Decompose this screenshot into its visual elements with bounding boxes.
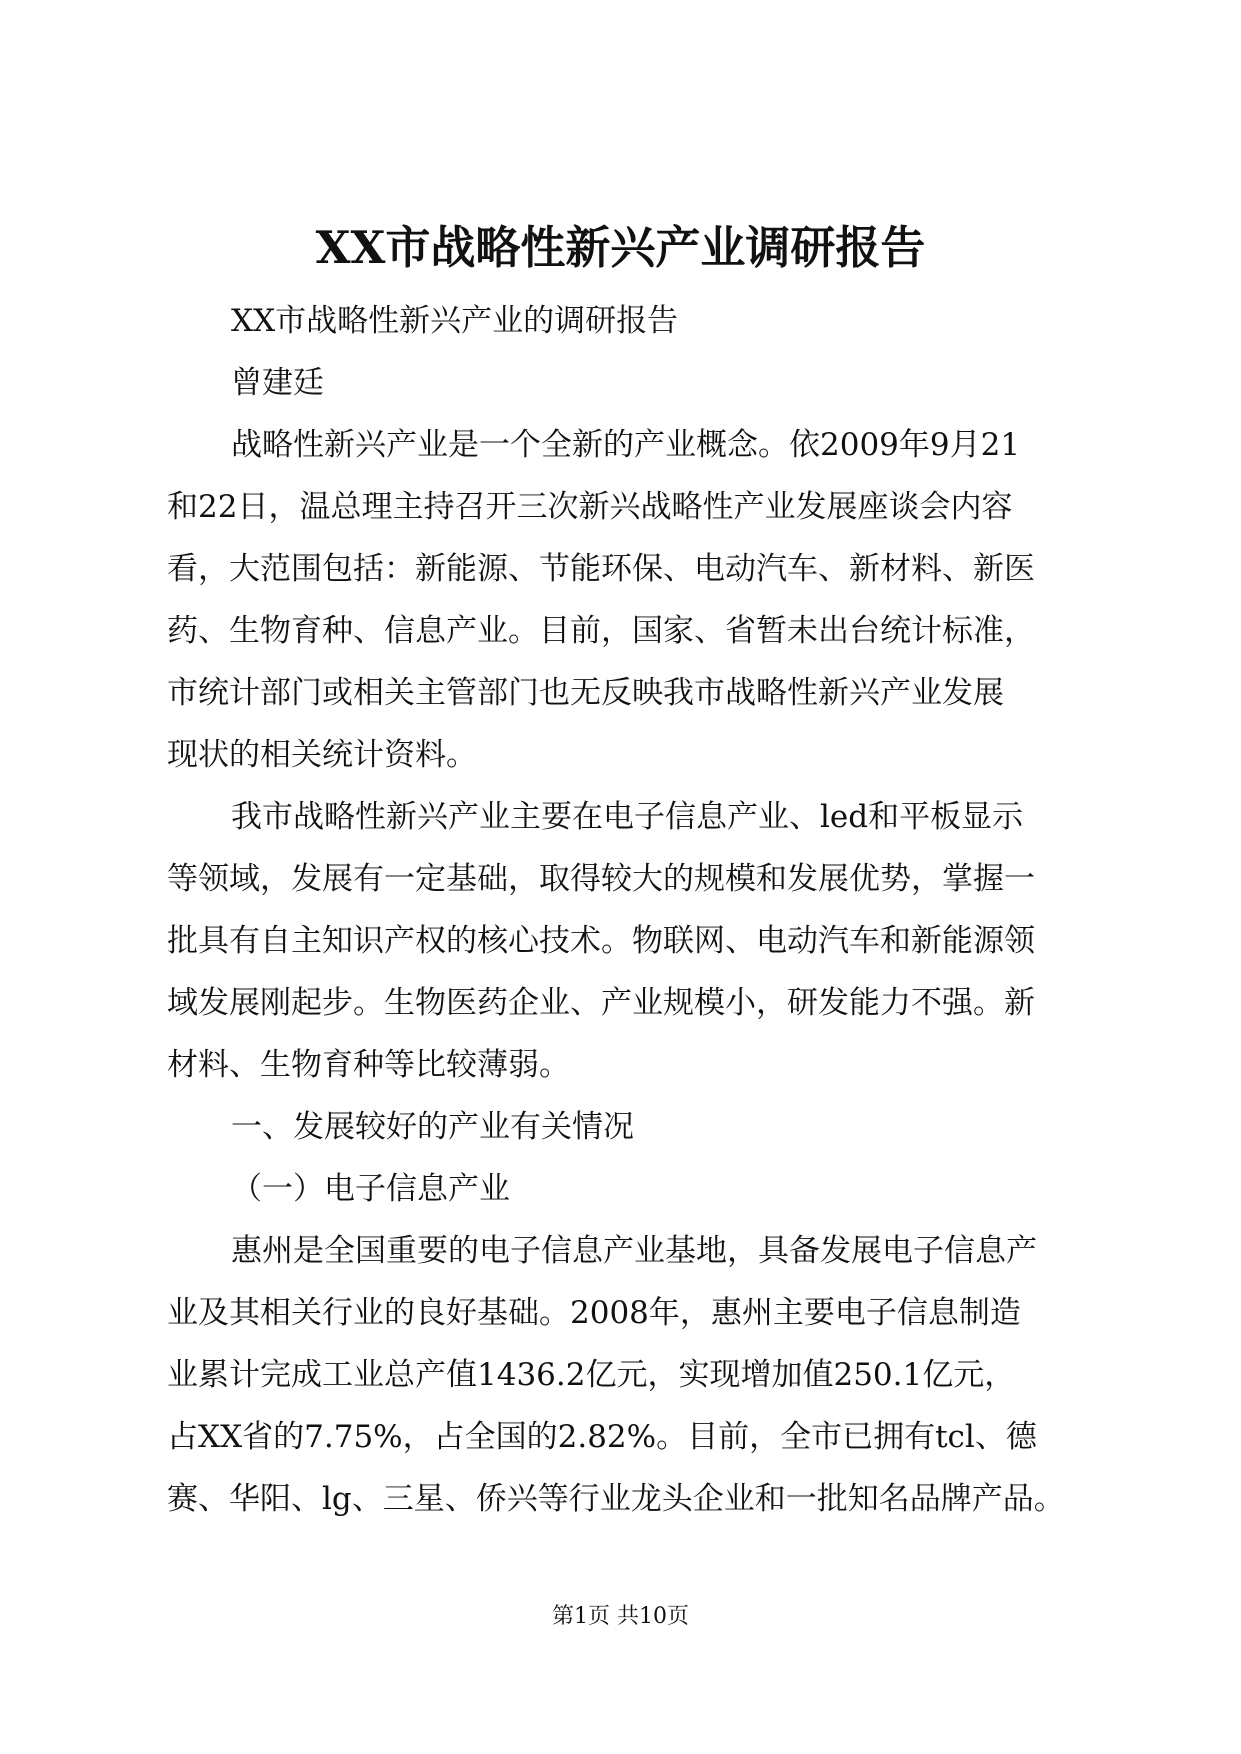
body-line: 惠州是全国重要的电子信息产业基地，具备发展电子信息产 xyxy=(231,1233,1037,1269)
body-line: 市统计部门或相关主管部门也无反映我市战略性新兴产业发展 xyxy=(167,675,1004,711)
body-line: 看，大范围包括：新能源、节能环保、电动汽车、新材料、新医 xyxy=(167,551,1035,587)
document-body xyxy=(167,290,1092,1530)
author-line: 曾建廷 xyxy=(231,365,324,401)
body-line: 等领域，发展有一定基础，取得较大的规模和发展优势，掌握一 xyxy=(167,861,1035,897)
body-line: 业累计完成工业总产值1436.2亿元，实现增加值250.1亿元， xyxy=(167,1357,1016,1393)
body-line: 材料、生物育种等比较薄弱。 xyxy=(167,1047,570,1083)
body-line: 现状的相关统计资料。 xyxy=(167,737,477,773)
subtitle-line: XX市战略性新兴产业的调研报告 xyxy=(231,303,679,339)
body-line: 赛、华阳、lg、三星、侨兴等行业龙头企业和一批知名品牌产品。 xyxy=(167,1481,1065,1517)
document-title: XX市战略性新兴产业调研报告 xyxy=(315,221,926,274)
body-line: 和22日，温总理主持召开三次新兴战略性产业发展座谈会内容 xyxy=(167,489,1013,525)
subsection-heading: （一）电子信息产业 xyxy=(231,1171,510,1207)
page-footer: 第1页 共10页 xyxy=(552,1604,689,1629)
body-line: 战略性新兴产业是一个全新的产业概念。依2009年9月21 xyxy=(231,427,1021,463)
body-line: 我市战略性新兴产业主要在电子信息产业、led和平板显示 xyxy=(231,799,1024,835)
body-line: 域发展刚起步。生物医药企业、产业规模小，研发能力不强。新 xyxy=(167,985,1035,1021)
body-line: 批具有自主知识产权的核心技术。物联网、电动汽车和新能源领 xyxy=(167,923,1035,959)
body-line: 业及其相关行业的良好基础。2008年，惠州主要电子信息制造 xyxy=(167,1295,1021,1331)
body-line: 药、生物育种、信息产业。目前，国家、省暂未出台统计标准， xyxy=(167,613,1035,649)
body-line: 占XX省的7.75%，占全国的2.82%。目前，全市已拥有tcl、德 xyxy=(167,1419,1037,1455)
section-heading: 一、发展较好的产业有关情况 xyxy=(231,1109,634,1145)
